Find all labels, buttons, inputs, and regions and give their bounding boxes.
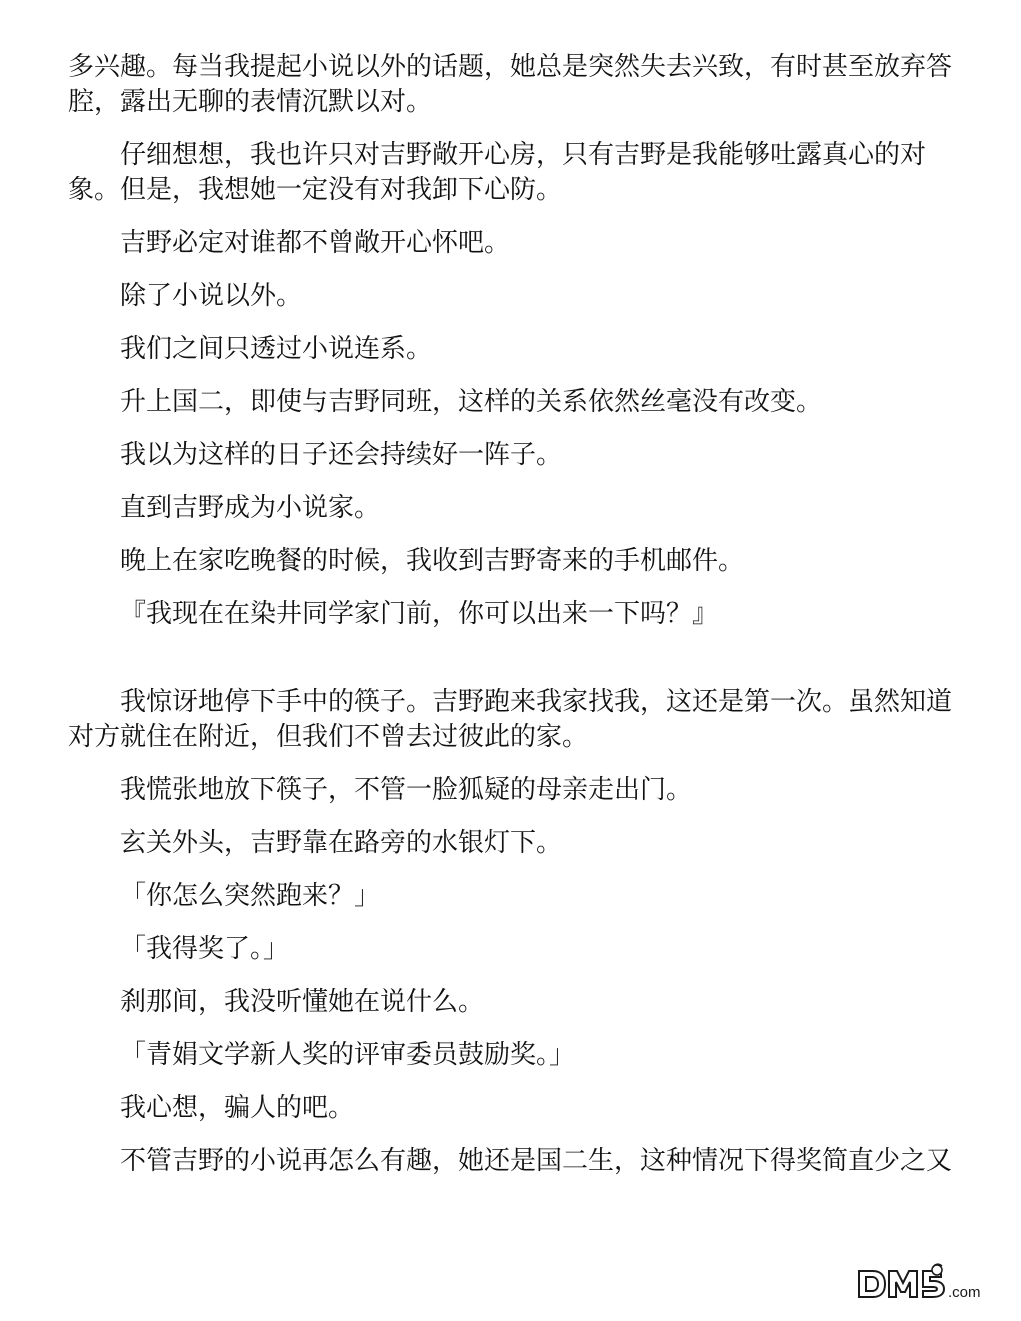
paragraph-line: 多兴趣。每当我提起小说以外的话题，她总是突然失去兴致，有时甚至放弃答 (68, 52, 953, 82)
paragraph-line: 「你怎么突然跑来？」 (120, 881, 381, 911)
paragraph-line: 晚上在家吃晚餐的时候，我收到吉野寄来的手机邮件。 (120, 546, 745, 576)
paragraph-line: 除了小说以外。 (120, 281, 303, 311)
paragraph-line: 刹那间，我没听懂她在说什么。 (120, 987, 485, 1017)
paragraph-line: 「青娟文学新人奖的评审委员鼓励奖。」 (120, 1040, 576, 1070)
paragraph-line: 我们之间只透过小说连系。 (120, 334, 433, 364)
paragraph (68, 1038, 958, 1073)
paragraph (68, 279, 958, 314)
paragraph (68, 544, 958, 579)
paragraph (68, 438, 958, 473)
paragraph-line: 我慌张地放下筷子，不管一脸狐疑的母亲走出门。 (120, 775, 693, 805)
paragraph-line: 『我现在在染井同学家门前，你可以出来一下吗？』 (120, 599, 719, 629)
paragraph (68, 332, 958, 367)
paragraph-line: 我以为这样的日子还会持续好一阵子。 (120, 440, 563, 470)
paragraph-line: 对方就住在附近，但我们不曾去过彼此的家。 (68, 722, 589, 752)
paragraph-line: 直到吉野成为小说家。 (120, 493, 381, 523)
watermark-logo-graphic (853, 1263, 1005, 1307)
paragraph-line: 「我得奖了。」 (120, 934, 290, 964)
paragraph-line: 腔，露出无聊的表情沉默以对。 (68, 87, 433, 117)
paragraph-line: 升上国二，即使与吉野同班，这样的关系依然丝毫没有改变。 (120, 387, 823, 417)
paragraph (68, 932, 958, 967)
paragraph-line: 仔细想想，我也许只对吉野敞开心房，只有吉野是我能够吐露真心的对 (120, 140, 927, 170)
paragraph-line: 玄关外头，吉野靠在路旁的水银灯下。 (120, 828, 563, 858)
paragraph (68, 385, 958, 420)
paragraph (68, 773, 958, 808)
paragraph (68, 50, 958, 120)
paragraph (68, 879, 958, 914)
paragraph (68, 491, 958, 526)
paragraph (68, 985, 958, 1020)
paragraph (68, 597, 958, 632)
paragraph (68, 1144, 958, 1179)
paragraph-line: 我心想，骗人的吧。 (120, 1093, 355, 1123)
paragraph (68, 685, 958, 755)
paragraph-line: 不管吉野的小说再怎么有趣，她还是国二生，这种情况下得奖简直少之又 (120, 1146, 953, 1176)
paragraph (68, 826, 958, 861)
paragraph-line: 吉野必定对谁都不曾敞开心怀吧。 (120, 228, 511, 258)
paragraph (68, 1091, 958, 1126)
paragraph (68, 138, 958, 208)
dm5-watermark-logo (853, 1263, 1005, 1307)
svg-text:.com: .com (948, 1284, 981, 1301)
paragraph (68, 226, 958, 261)
paragraph-line: 我惊讶地停下手中的筷子。吉野跑来我家找我，这还是第一次。虽然知道 (120, 687, 953, 717)
paragraph-line: 象。但是，我想她一定没有对我卸下心防。 (68, 175, 563, 205)
